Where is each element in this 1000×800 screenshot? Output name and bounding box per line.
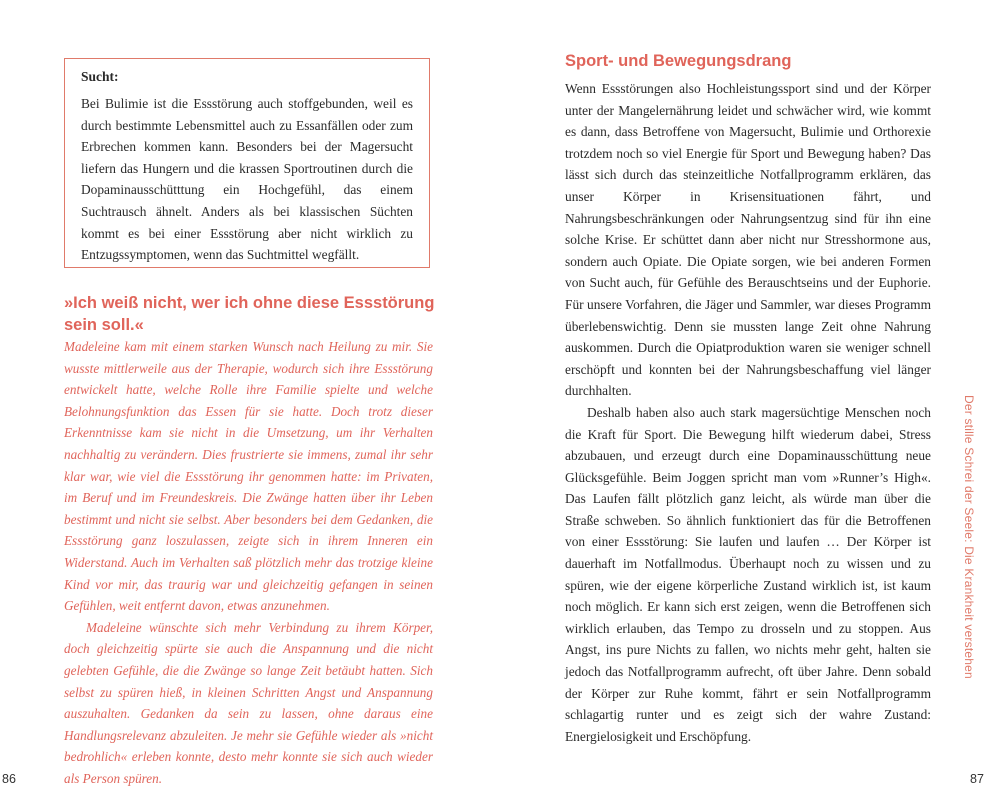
body-paragraph: Wenn Essstörungen also Hochleistungssport sind und der Körper unter der Mangelernährung leidet und schwächer wird, wie kommt es dann, dass Betroffene von Magersucht, Bulimie und Orthorexie trotzdem noch so viel Energie für Sport und Bewegung haben? Das lässt sich durch das steinzeitliche Notfallprogramm erklären, das unser Körper in Krisensituationen fährt, und Nahrungsbeschränkungen oder Nahrungsentzug sind für ihn eine solche Krise. Er schüttet dann aber nicht nur Stresshormone aus, sondern auch Opiate. Die Opiate sorgen, wie bei anderen Formen von Sucht auch, für Gefühle des Berauschtseins und der Euphorie. Für unsere Vorfahren, die Jäger und Sammler, war dieses Programm überlebenswichtig. Denn sie mussten lange Zeit ohne Nahrung auskommen. Durch die Opiatproduktion waren sie weniger schnell erschöpft und konnten bei der Nahrungsbeschaffung viel länger durchhalten.: [565, 81, 931, 399]
page-number-right: 87: [970, 772, 984, 786]
story-paragraph: Madeleine wünschte sich mehr Verbindung zu ihrem Körper, doch gleichzeitig spürte sie auch die Anspannung und die nicht gelebten Gefühle, die die Zwänge so lange Zeit betäubt hatten. Sich selbst zu spüren hieß, in kleinen Schritten Angst und Anspannung auszuhalten. Gedanken da sein zu lassen, ohne daraus eine Handlungsrelevanz abzuleiten. Je mehr sie Gefühle wieder als »nicht bedrohlich« erleben konnte, desto mehr konnte sie sich auch wieder als Person spüren.: [64, 619, 433, 786]
section-heading: Sport- und Bewegungsdrang: [565, 52, 792, 70]
case-quote-title: »Ich weiß nicht, wer ich ohne diese Essstörung sein soll.«: [64, 294, 435, 334]
right-page: [500, 0, 1000, 800]
case-story: [64, 336, 433, 789]
info-box-sucht: [64, 58, 430, 268]
body-text: [565, 78, 931, 747]
body-paragraph: Deshalb haben also auch stark magersüchtige Menschen noch die Kraft für Sport. Die Bewegung hilft wiederum dabei, Stress abzubauen, und erzeugt durch eine Dopaminausschüttung neue Glücksgefühle. Beim Joggen spricht man vom »Runner’s High«. Das Laufen fällt plötzlich ganz leicht, als würde man über die Straße schweben. So ähnlich funktioniert das für die Betroffenen von einer Essstörung: Sie laufen und laufen … Der Körper ist dauerhaft im Notfallmodus. Überhaupt noch zu wissen und zu spüren, wie der eigene körperliche Zustand wirklich ist, ist kaum noch möglich. Er kann sich erst zeigen, wenn die Betroffenen sich wirklich erlauben, das Tempo zu drosseln und zu stoppen. Aus Angst, ins pure Nichts zu fallen, wo nichts mehr geht, halten sie jedoch das Notfallprogramm aufrecht, oft über Jahre. Denn sobald der Körper zur Ruhe kommt, fährt er sein Notfallprogramm schlagartig runter und es zeigt sich der wahre Zustand: Energielosigkeit und Erschöpfung.: [565, 404, 931, 744]
story-paragraph: Madeleine kam mit einem starken Wunsch nach Heilung zu mir. Sie wusste mittlerweile aus der Therapie, wodurch sich ihre Essstörung entwickelt hatte, welche Rolle ihre Familie spielte und welche Belohnungsfunktion das Essen für sie hatte. Doch trotz dieser Erkenntnisse kam sie nicht in die Umsetzung, um ihr Verhalten nachhaltig zu verändern. Dies frustrierte sie immens, zumal ihr sehr klar war, wie viel die Essstörung ihr genommen hatte: im Privaten, im Beruf und im Freundeskreis. Die Zwänge hatten über ihr Leben bestimmt und nicht sie selbst. Aber besonders bei dem Gedanken, die Essstörung ganz loszulassen, zeigte sich in ihrem Inneren ein Widerstand. Auch im Verhalten saß plötzlich mehr das trotzige kleine Kind vor mir, das traurig war und gleichzeitig gefangen in seinen Gefühlen, weit entfernt davon, etwas anzunehmen.: [64, 339, 433, 614]
page-number-left: 86: [2, 772, 16, 786]
running-head: Der stille Schrei der Seele: Die Krankheit verstehen: [962, 395, 976, 679]
info-box-text: Bei Bulimie ist die Essstörung auch stoffgebunden, weil es durch bestimmte Lebensmittel auch zu Essanfällen oder zum Erbrechen kommen kann. Besonders bei der Magersucht liefern das Hungern und die krassen Sportroutinen durch die Dopaminausschütttung ein Hochgefühl, das einem Suchtrausch ähnelt. Anders als bei klassischen Süchten kommt es bei einer Essstörung aber nicht wirklich zu Entzugssymptomen, wenn das Suchtmittel wegfällt.: [81, 96, 413, 263]
info-box-title: Sucht:: [81, 69, 119, 84]
